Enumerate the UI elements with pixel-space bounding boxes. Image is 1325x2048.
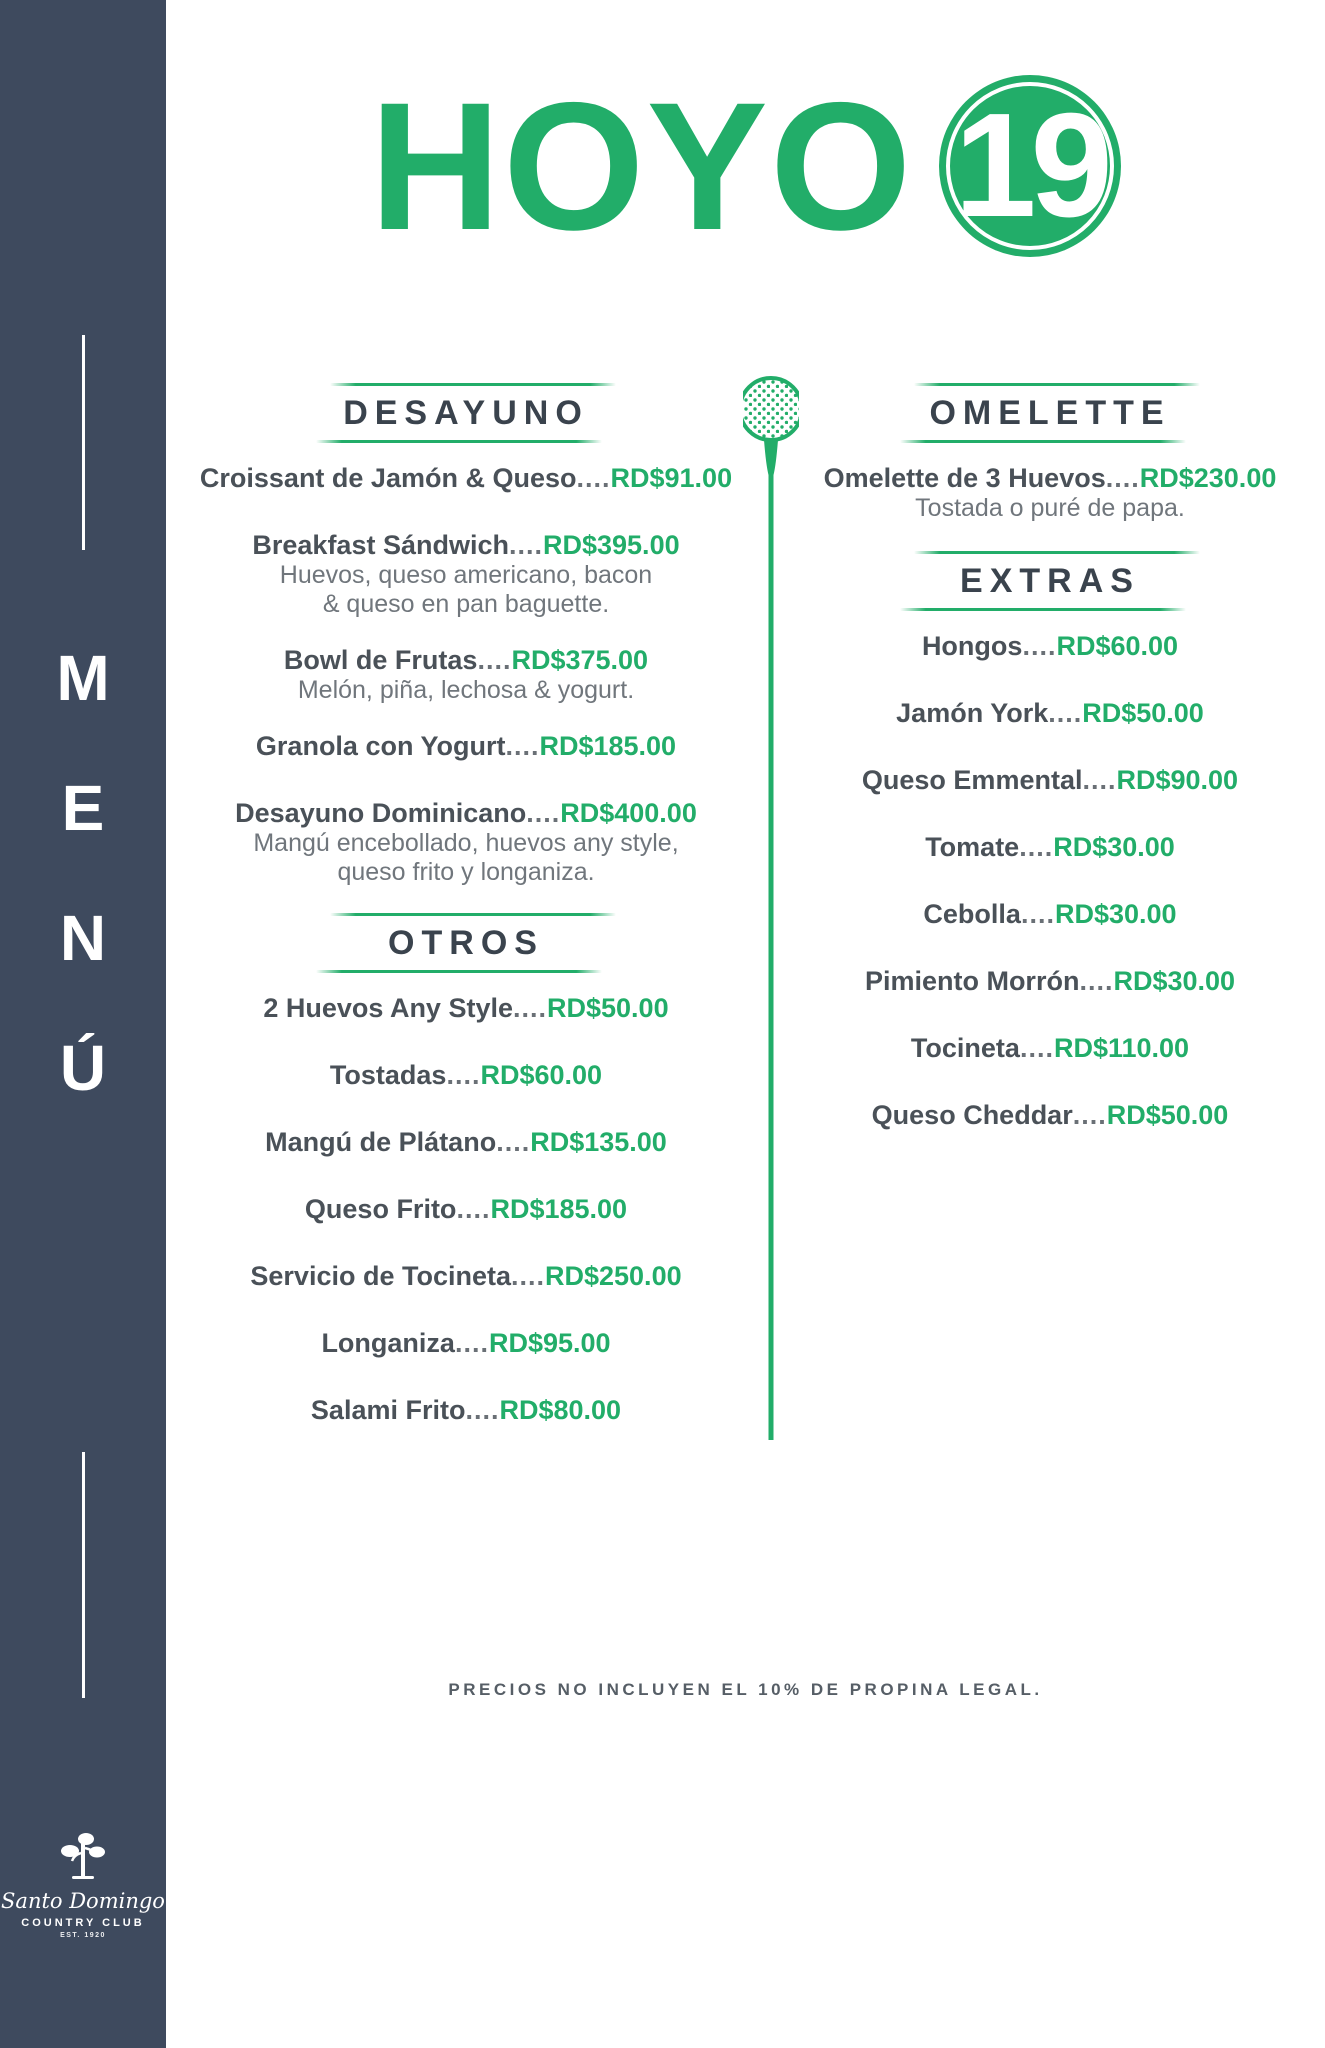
club-tree-icon [57, 1832, 109, 1882]
badge-number: 19 [954, 83, 1107, 248]
item-price: RD$395.00 [543, 530, 680, 560]
header [166, 64, 1325, 268]
item-price: RD$90.00 [1116, 765, 1239, 795]
menu-item [810, 631, 1290, 662]
item-dots: .... [456, 1194, 491, 1224]
item-price: RD$50.00 [547, 993, 669, 1023]
section-otros [186, 913, 746, 1426]
menu-item [810, 966, 1290, 997]
menu-item [810, 463, 1290, 523]
item-name: Granola con Yogurt [255, 731, 506, 761]
menu-item [810, 832, 1290, 863]
item-description: Huevos, queso americano, bacon [279, 561, 653, 589]
menu-item [186, 463, 746, 494]
item-price: RD$135.00 [530, 1127, 667, 1157]
item-description: Melón, piña, lechosa & yogurt. [297, 676, 635, 704]
item-price: RD$250.00 [545, 1261, 682, 1291]
item-price: RD$91.00 [610, 463, 733, 493]
section-desayuno [186, 383, 746, 887]
item-name: Queso Emmental [861, 765, 1083, 795]
menu-item [186, 1261, 746, 1292]
item-price: RD$185.00 [490, 1194, 628, 1224]
item-dots: .... [526, 798, 561, 828]
menu-item [186, 1194, 746, 1225]
menu-letter-u: Ú [59, 1032, 107, 1104]
item-description: Tostada o puré de papa. [915, 494, 1185, 522]
section-heading [186, 383, 746, 443]
item-price: RD$60.00 [480, 1060, 603, 1090]
item-name: Tostadas [329, 1060, 447, 1090]
item-dots: .... [465, 1395, 500, 1425]
item-name: Bowl de Frutas [283, 645, 478, 675]
menu-letter-n: N [59, 902, 107, 974]
golf-ball-tee-divider-icon [743, 370, 799, 1445]
page-title: HOYO [369, 64, 914, 268]
item-price: RD$230.00 [1139, 463, 1277, 493]
section-title: DESAYUNO [343, 394, 589, 432]
section-title: OTROS [388, 924, 544, 962]
item-dots: .... [508, 530, 543, 560]
menu-item [186, 1395, 746, 1426]
menu-item [810, 698, 1290, 729]
club-logo [0, 1832, 166, 1939]
item-dots: .... [1072, 1100, 1107, 1130]
item-description: & queso en pan baguette. [322, 590, 610, 618]
section-heading [810, 383, 1290, 443]
item-description: Mangú encebollado, huevos any style, [253, 829, 679, 857]
footer-note: PRECIOS NO INCLUYEN EL 10% DE PROPINA LEGAL. [448, 1680, 1043, 1699]
item-dots: .... [1022, 631, 1057, 661]
menu-item [810, 765, 1290, 796]
menu-vertical-title [56, 642, 110, 1104]
item-dots: .... [512, 993, 547, 1023]
sidebar [0, 0, 166, 2048]
item-dots: .... [1082, 765, 1117, 795]
heading-rule-top [914, 551, 1200, 554]
left-column [186, 383, 746, 1462]
item-name: Omelette de 3 Huevos [823, 463, 1106, 493]
club-subtitle: COUNTRY CLUB [21, 1917, 145, 1929]
item-dots: .... [1048, 698, 1083, 728]
menu-item [186, 1060, 746, 1091]
item-name: Queso Frito [304, 1194, 457, 1224]
item-price: RD$30.00 [1054, 899, 1177, 929]
item-price: RD$375.00 [511, 645, 649, 675]
item-dots: .... [576, 463, 611, 493]
item-dots: .... [1019, 1033, 1054, 1063]
heading-rule-bottom [316, 970, 602, 973]
section-title: EXTRAS [960, 562, 1140, 600]
heading-rule-bottom [900, 440, 1186, 443]
item-price: RD$185.00 [539, 731, 677, 761]
item-dots: .... [1020, 899, 1055, 929]
heading-rule-bottom [316, 440, 602, 443]
item-dots: .... [1105, 463, 1140, 493]
item-name: Hongos [921, 631, 1023, 661]
item-price: RD$110.00 [1053, 1033, 1190, 1063]
menu-item [186, 530, 746, 619]
item-price: RD$95.00 [488, 1328, 611, 1358]
item-name: Salami Frito [310, 1395, 466, 1425]
item-name: Queso Cheddar [871, 1100, 1073, 1130]
heading-rule-top [330, 383, 616, 386]
section-omelette [810, 383, 1290, 523]
item-name: Croissant de Jamón & Queso [199, 463, 577, 493]
item-dots: .... [505, 731, 540, 761]
item-price: RD$400.00 [560, 798, 697, 828]
item-name: Pimiento Morrón [864, 966, 1080, 996]
section-extras [810, 551, 1290, 1131]
item-price: RD$30.00 [1053, 832, 1175, 862]
sidebar-bottom-line [82, 1452, 85, 1698]
menu-item [810, 1100, 1290, 1131]
item-name: Desayuno Dominicano [235, 798, 527, 828]
menu-item [810, 1033, 1290, 1064]
item-price: RD$50.00 [1106, 1100, 1229, 1130]
item-name: Jamón York [896, 698, 1049, 728]
menu-letter-m: M [56, 642, 110, 714]
item-dots: .... [446, 1060, 481, 1090]
menu-item [186, 731, 746, 762]
badge-19 [939, 75, 1121, 257]
menu-item [810, 899, 1290, 930]
section-title: OMELETTE [929, 394, 1171, 432]
item-description: queso frito y longaniza. [337, 858, 595, 886]
menu-item [186, 798, 746, 887]
item-name: Tocineta [910, 1033, 1020, 1063]
sidebar-top-line [82, 335, 85, 550]
item-name: Tomate [925, 832, 1020, 862]
item-price: RD$30.00 [1113, 966, 1236, 996]
menu-item [186, 1127, 746, 1158]
heading-rule-bottom [900, 608, 1186, 611]
item-name: Longaniza [321, 1328, 455, 1358]
item-price: RD$80.00 [499, 1395, 622, 1425]
item-name: Servicio de Tocineta [250, 1261, 511, 1291]
item-dots: .... [1019, 832, 1054, 862]
item-name: 2 Huevos Any Style [263, 993, 513, 1023]
heading-rule-top [330, 913, 616, 916]
menu-item [186, 645, 746, 705]
item-name: Mangú de Plátano [265, 1127, 497, 1157]
item-price: RD$50.00 [1082, 698, 1204, 728]
menu-item [186, 993, 746, 1024]
section-heading [186, 913, 746, 973]
item-price: RD$60.00 [1056, 631, 1179, 661]
item-dots: .... [454, 1328, 489, 1358]
section-heading [810, 551, 1290, 611]
item-name: Breakfast Sándwich [252, 530, 509, 560]
item-dots: .... [510, 1261, 545, 1291]
right-column [810, 383, 1290, 1167]
menu-letter-e: E [61, 772, 105, 844]
item-dots: .... [1079, 966, 1114, 996]
item-name: Cebolla [923, 899, 1021, 929]
item-dots: .... [496, 1127, 531, 1157]
club-name-script: Santo Domingo [1, 1889, 165, 1913]
menu-item [186, 1328, 746, 1359]
item-dots: .... [477, 645, 512, 675]
club-established: EST. 1920 [60, 1932, 106, 1939]
heading-rule-top [914, 383, 1200, 386]
